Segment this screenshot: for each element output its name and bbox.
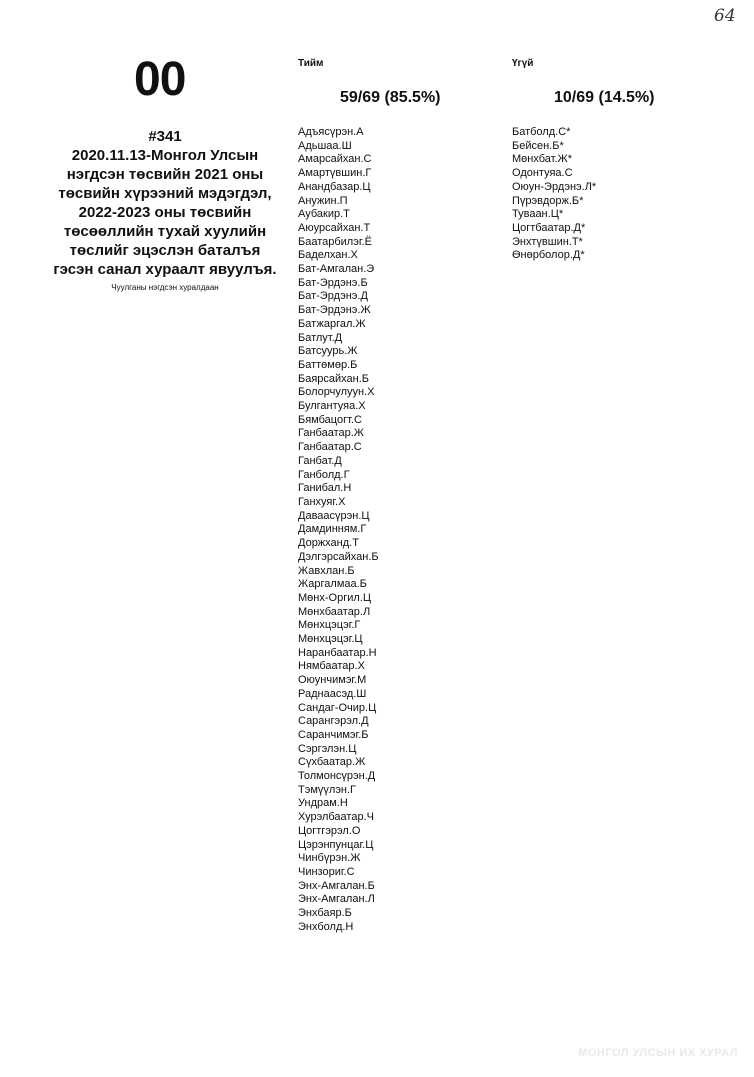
- yes-voter-name: Ганболд.Г: [298, 468, 350, 481]
- yes-voter-name: Дамдинням.Г: [298, 523, 367, 536]
- no-voter-name: Цогтбаатар.Д*: [512, 221, 586, 234]
- yes-voter-name: Бат-Эрдэнэ.Б: [298, 276, 368, 289]
- vote-code: 00: [134, 53, 186, 106]
- no-voter-name: Оюун-Эрдэнэ.Л*: [512, 180, 597, 193]
- no-voter-name: Энхтүвшин.Т*: [512, 235, 583, 248]
- motion-block: [52, 127, 278, 293]
- yes-voter-name: Энхболд.Н: [298, 920, 354, 933]
- yes-voter-name: Нямбаатар.Х: [298, 660, 365, 673]
- no-voter-name: Батболд.С*: [512, 126, 571, 138]
- session-label: Чуулганы нэгдсэн хуралдаан: [111, 283, 219, 292]
- yes-voter-name: Ганибал.Н: [298, 482, 352, 495]
- yes-voter-name: Толмонсүрэн.Д: [298, 770, 376, 783]
- no-voter-name: Пүрэвдорж.Б*: [512, 194, 584, 207]
- yes-voter-name: Амартүвшин.Г: [298, 167, 372, 180]
- yes-voter-name: Ганбаатар.С: [298, 441, 362, 454]
- yes-voter-name: Анужин.П: [298, 194, 348, 207]
- watermark: МОНГОЛ УЛСЫН ИХ ХУРАЛ: [578, 1047, 738, 1059]
- motion-text: 2020.11.13-Монгол Улсын нэгдсэн төсвийн 2021 оны төсвийн хүрээний мэдэгдэл, 2022-2023 оны төсвийн төсөөллийн тухай хуулийн төслийг эцэслэн баталъя гэсэн санал хураалт явуулъя.: [53, 147, 277, 278]
- yes-voter-name: Ганбат.Д: [298, 454, 342, 467]
- yes-voter-name: Доржханд.Т: [298, 537, 359, 550]
- yes-voter-name: Наранбаатар.Н: [298, 646, 377, 659]
- yes-header: Тийм: [298, 58, 324, 69]
- yes-voter-name: Энхбаяр.Б: [298, 907, 352, 920]
- yes-voter-name: Раднаасэд.Ш: [298, 687, 367, 700]
- yes-voter-name: Адъясүрэн.А: [298, 126, 364, 138]
- yes-voter-name: Мөнх-Оргил.Ц: [298, 591, 371, 604]
- yes-voter-name: Тэмүүлэн.Г: [298, 783, 357, 796]
- yes-voter-name: Сандаг-Очир.Ц: [298, 701, 377, 714]
- yes-voter-name: Даваасүрэн.Ц: [298, 509, 370, 522]
- yes-tally: 59/69 (85.5%): [340, 89, 441, 106]
- yes-voter-name: Батлут.Д: [298, 331, 343, 344]
- yes-voter-name: Сэргэлэн.Ц: [298, 742, 357, 755]
- yes-voter-name: Энх-Амгалан.Б: [298, 879, 375, 892]
- yes-voter-name: Цэрэнпунцаг.Ц: [298, 838, 374, 851]
- yes-voter-name: Цогтгэрэл.О: [298, 824, 361, 837]
- no-voter-name: Өнөрболор.Д*: [512, 249, 585, 262]
- yes-voter-name: Болорчулуун.Х: [298, 386, 375, 399]
- yes-voter-name: Сарангэрэл.Д: [298, 715, 369, 728]
- yes-voter-name: Бат-Эрдэнэ.Ж: [298, 304, 371, 317]
- yes-voter-name: Баярсайхан.Б: [298, 372, 370, 385]
- yes-voter-name: Батжаргал.Ж: [298, 317, 366, 330]
- no-voter-name: Бейсен.Б*: [512, 139, 564, 152]
- no-voter-name: Мөнхбат.Ж*: [512, 153, 572, 166]
- yes-voter-name: Мөнхцэцэг.Г: [298, 619, 361, 632]
- yes-voter-name: Бямбацогт.С: [298, 413, 362, 426]
- yes-voter-name: Чинзориг.С: [298, 865, 355, 878]
- yes-voter-name: Батсуурь.Ж: [298, 345, 358, 358]
- yes-voter-name: Энх-Амгалан.Л: [298, 893, 375, 906]
- yes-voter-name: Баделхан.Х: [298, 249, 358, 262]
- motion-number: #341: [148, 128, 182, 145]
- yes-voter-name: Саранчимэг.Б: [298, 728, 369, 741]
- yes-voter-name: Чинбүрэн.Ж: [298, 852, 361, 865]
- yes-voter-name: Баттөмөр.Б: [298, 358, 358, 371]
- yes-voter-name: Жаргалмаа.Б: [298, 578, 367, 591]
- yes-voter-name: Жавхлан.Б: [298, 564, 355, 577]
- page-number: 64: [714, 6, 736, 26]
- yes-voter-name: Аубакир.Т: [298, 208, 350, 221]
- no-voter-name: Одонтуяа.С: [512, 167, 573, 180]
- no-voter-name: Туваан.Ц*: [512, 208, 564, 221]
- yes-voter-name: Булгантуяа.Х: [298, 400, 366, 413]
- yes-voter-name: Мөнхбаатар.Л: [298, 605, 371, 618]
- yes-voter-name: Аюурсайхан.Т: [298, 221, 371, 234]
- yes-voter-name: Бат-Эрдэнэ.Д: [298, 290, 368, 303]
- yes-name-list: [298, 126, 379, 934]
- yes-voter-name: Мөнхцэцэг.Ц: [298, 633, 363, 646]
- no-tally: 10/69 (14.5%): [554, 89, 655, 106]
- yes-voter-name: Сүхбаатар.Ж: [298, 756, 366, 769]
- yes-voter-name: Ундрам.Н: [298, 797, 348, 810]
- yes-voter-name: Дэлгэрсайхан.Б: [298, 550, 379, 563]
- yes-voter-name: Амарсайхан.С: [298, 153, 372, 166]
- yes-voter-name: Баатарбилэг.Ё: [298, 235, 372, 248]
- no-name-list: [512, 126, 596, 263]
- no-header: Үгүй: [512, 58, 534, 69]
- yes-voter-name: Ганбаатар.Ж: [298, 427, 364, 440]
- yes-voter-name: Анандбазар.Ц: [298, 180, 371, 193]
- yes-voter-name: Ганхуяг.Х: [298, 495, 346, 508]
- yes-voter-name: Оюунчимэг.М: [298, 674, 367, 687]
- yes-voter-name: Адьшаа.Ш: [298, 139, 352, 152]
- yes-voter-name: Бат-Амгалан.Э: [298, 263, 375, 276]
- yes-voter-name: Хурэлбаатар.Ч: [298, 811, 374, 824]
